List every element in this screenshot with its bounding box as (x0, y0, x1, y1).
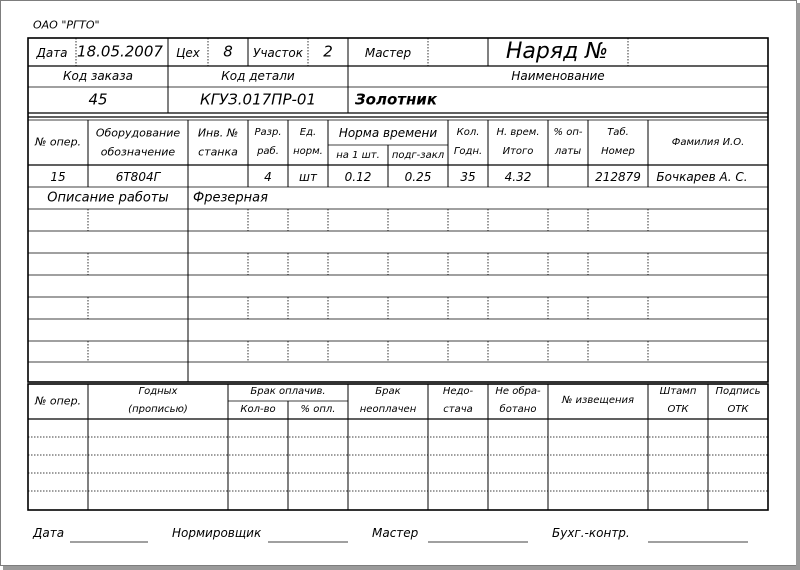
org-name: ОАО "РГТО" (33, 18, 100, 32)
norm-header: Норма времени (338, 126, 438, 140)
work-desc-label: Описание работы (47, 190, 169, 206)
part-code: КГУЗ.017ПР-01 (200, 90, 316, 109)
tab-header-2: Номер (601, 146, 635, 157)
sign-header-2: ОТК (727, 404, 749, 415)
stamp-header-2: ОТК (667, 404, 689, 415)
date-value: 18.05.2007 (77, 42, 163, 61)
section-label: Участок (253, 46, 303, 60)
pay-header-2: латы (554, 146, 582, 157)
fio-header: Фамилия И.О. (671, 137, 745, 148)
date-label: Дата (36, 46, 68, 60)
unprocessed-header-2: ботано (499, 404, 537, 415)
paid-defect-header: Брак оплачив. (250, 386, 326, 397)
footer-accountant-label: Бухг.-контр. (552, 526, 630, 540)
row-tab-no: 212879 (595, 170, 641, 184)
work-desc-value: Фрезерная (193, 190, 268, 206)
unit-header-2: норм. (293, 146, 323, 157)
grade-header-1: Разр. (254, 127, 282, 138)
row-fio: Бочкарев А. С. (656, 170, 748, 184)
norm-setup-header: подг-закл (391, 150, 445, 161)
row-time-total: 4.32 (504, 170, 532, 184)
unit-header-1: Ед. (299, 127, 317, 138)
norm-piece-header: на 1 шт. (336, 150, 380, 161)
shop-value: 8 (223, 42, 233, 61)
footer-date-label: Дата (33, 526, 65, 540)
row-qty: 35 (460, 170, 476, 184)
row-op-no: 15 (50, 170, 66, 184)
short-header-2: стача (443, 404, 473, 415)
qty-header-1: Кол. (456, 127, 480, 138)
row-norm-piece: 0.12 (344, 170, 372, 184)
master-label: Мастер (364, 46, 412, 60)
order-code-label: Код заказа (62, 69, 134, 83)
qty-header-2: Годн. (453, 146, 483, 157)
tab-header-1: Таб. (607, 127, 629, 138)
unpaid-header-2: неоплачен (359, 404, 417, 415)
paid-pct-header: % опл. (300, 404, 336, 415)
short-header-1: Недо- (442, 386, 474, 397)
machine-header-1: Инв. № (197, 126, 239, 140)
order-code: 45 (88, 90, 108, 109)
shop-label: Цех (176, 46, 200, 60)
section-value: 2 (323, 42, 333, 61)
pay-header-1: % оп- (553, 127, 583, 138)
unprocessed-header-1: Не обра- (495, 386, 541, 397)
op-no-header: № опер. (34, 135, 82, 149)
equipment-header-2: обозначение (100, 145, 176, 159)
row-unit: шт (299, 170, 317, 184)
paid-qty-header: Кол-во (240, 404, 276, 415)
row-grade: 4 (264, 170, 272, 184)
notice-header: № извещения (561, 395, 635, 406)
good-header-2: (прописью) (128, 404, 188, 415)
footer-master-label: Мастер (372, 526, 419, 540)
good-header-1: Годных (138, 386, 178, 397)
row-equipment: 6Т804Г (115, 170, 161, 184)
name-label: Наименование (511, 69, 605, 83)
sign-header-1: Подпись (715, 386, 761, 397)
footer-normer-label: Нормировщик (172, 526, 262, 540)
unpaid-header-1: Брак (375, 386, 401, 397)
machine-header-2: станка (198, 145, 238, 159)
grade-header-2: раб. (257, 146, 279, 157)
stamp-header-1: Штамп (659, 386, 697, 397)
form-title: Наряд № (505, 39, 609, 64)
time-header-2: Итого (502, 146, 534, 157)
row-norm-setup: 0.25 (404, 170, 432, 184)
equipment-header-1: Оборудование (95, 126, 181, 140)
otk-op-no-header: № опер. (34, 394, 82, 408)
part-code-label: Код детали (221, 69, 295, 83)
time-header-1: Н. врем. (496, 127, 540, 138)
part-name: Золотник (355, 90, 438, 109)
